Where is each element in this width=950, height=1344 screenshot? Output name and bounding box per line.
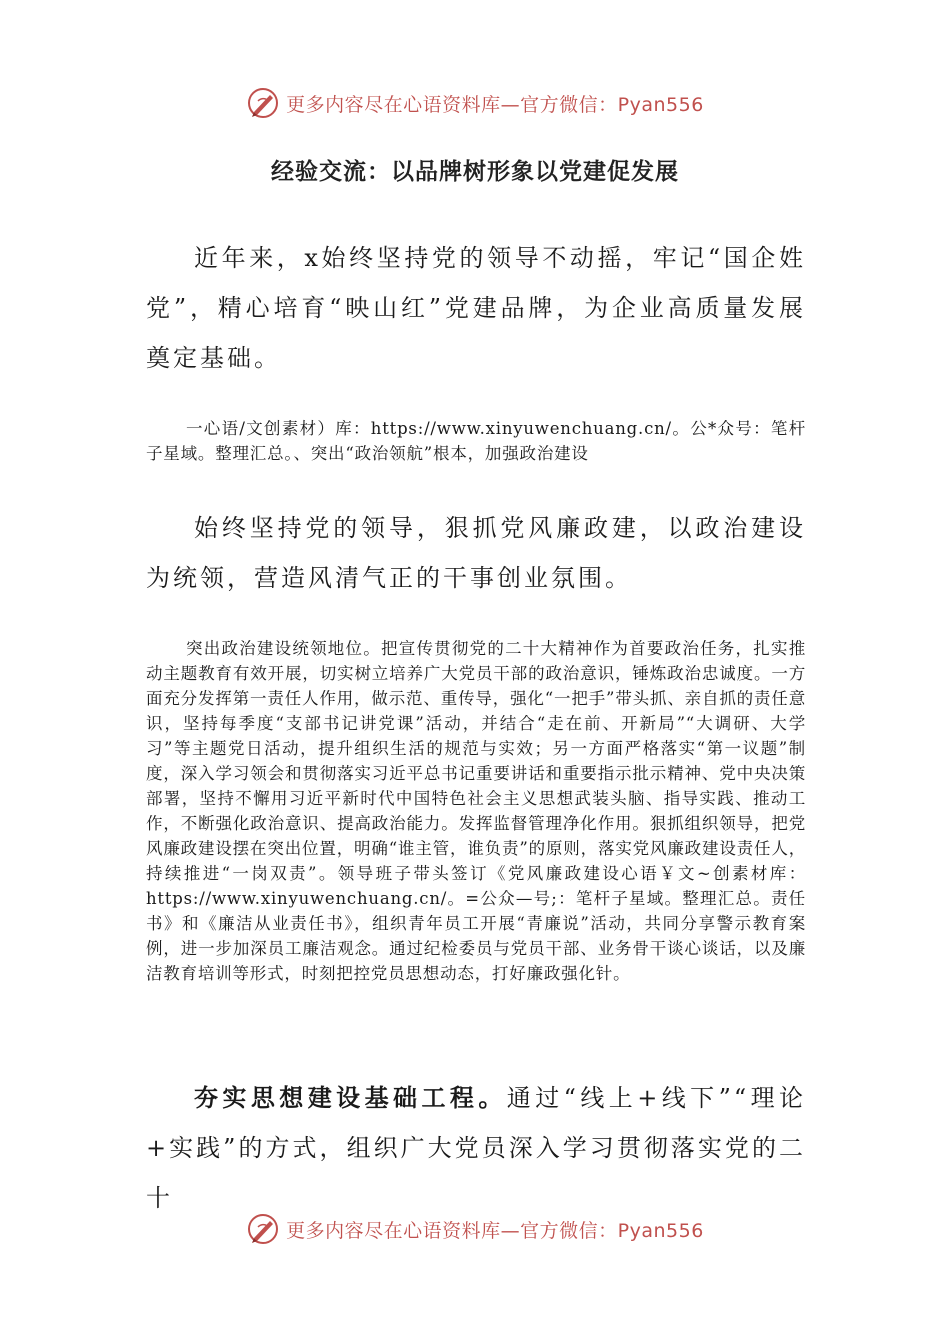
watermark-text: 更多内容尽在心语资料库—官方微信：Pyan556	[286, 93, 704, 116]
document-title: 经验交流：以品牌树形象以党建促发展	[271, 159, 679, 185]
paragraph-body: 突出政治建设统领地位。把宣传贯彻党的二十大精神作为首要政治任务，扎实推动主题教育有效开展，切实树立培养广大党员干部的政治意识，锤炼政治忠诚度。一方面充分发挥第一责任人作用，做示范、重传导，强化“一把手”带头抓、亲自抓的责任意识，坚持每季度“支部书记讲党课”活动，并结合“走在前、开新局”“大调研、大学习”等主题党日活动，提升组织生活的规范与实效；另一方面严格落实“第一议题”制度，深入学习领会和贯彻落实习近平总书记重要讲话和重要指示批示精神、党中央决策部署，坚持不懈用习近平新时代中国特色社会主义思想武装头脑、指导实践、推动工作，不断强化政治意识、提高政治能力。发挥监督管理净化作用。狠抓组织领导，把党风廉政建设摆在突出位置，明确“谁主管，谁负责”的原则，落实党风廉政建设责任人，持续推进“一岗双责”。领导班子带头签订《党风廉政建设心语￥文~创素材库：https://www.xinyuwenchuang.cn/。=公众—号;：笔杆子星域。整理汇总。责任书》和《廉洁从业责任书》，组织青年员工开展“青廉说”活动，共同分享警示教育案例，进一步加深员工廉洁观念。通过纪检委员与党员干部、业务骨干谈心谈话，以及廉洁教育培训等形式，时刻把控党员思想动态，打好廉政强化针。	[146, 639, 806, 983]
paragraph-source-note: 一心语/文创素材）库：https://www.xinyuwenchuang.cn/。公*众号：笔杆子星域。整理汇总。、突出“政治领航”根本，加强政治建设	[146, 419, 806, 463]
paragraph-lead: 始终坚持党的领导，狠抓党风廉政建，以政治建设为统领，营造风清气正的干事创业氛围。	[146, 514, 806, 592]
paragraph-body-text: 通过“线上+线下”“理论+实践”的方式，组织广大党员深入学习贯彻落实党的二十	[146, 1084, 807, 1212]
watermark-text: 更多内容尽在心语资料库—官方微信：Pyan556	[286, 1219, 704, 1242]
pen-emblem-icon	[246, 86, 280, 120]
paragraph-thought-building	[146, 1073, 806, 1223]
watermark-header	[0, 86, 950, 120]
pen-emblem-icon	[246, 1212, 280, 1246]
paragraph-intro: 近年来，x始终坚持党的领导不动摇，牢记“国企姓党”，精心培育“映山红”党建品牌，为企业高质量发展奠定基础。	[146, 244, 806, 372]
paragraph-bold-lead: 夯实思想建设基础工程。	[194, 1084, 507, 1112]
watermark-footer	[0, 1212, 950, 1246]
